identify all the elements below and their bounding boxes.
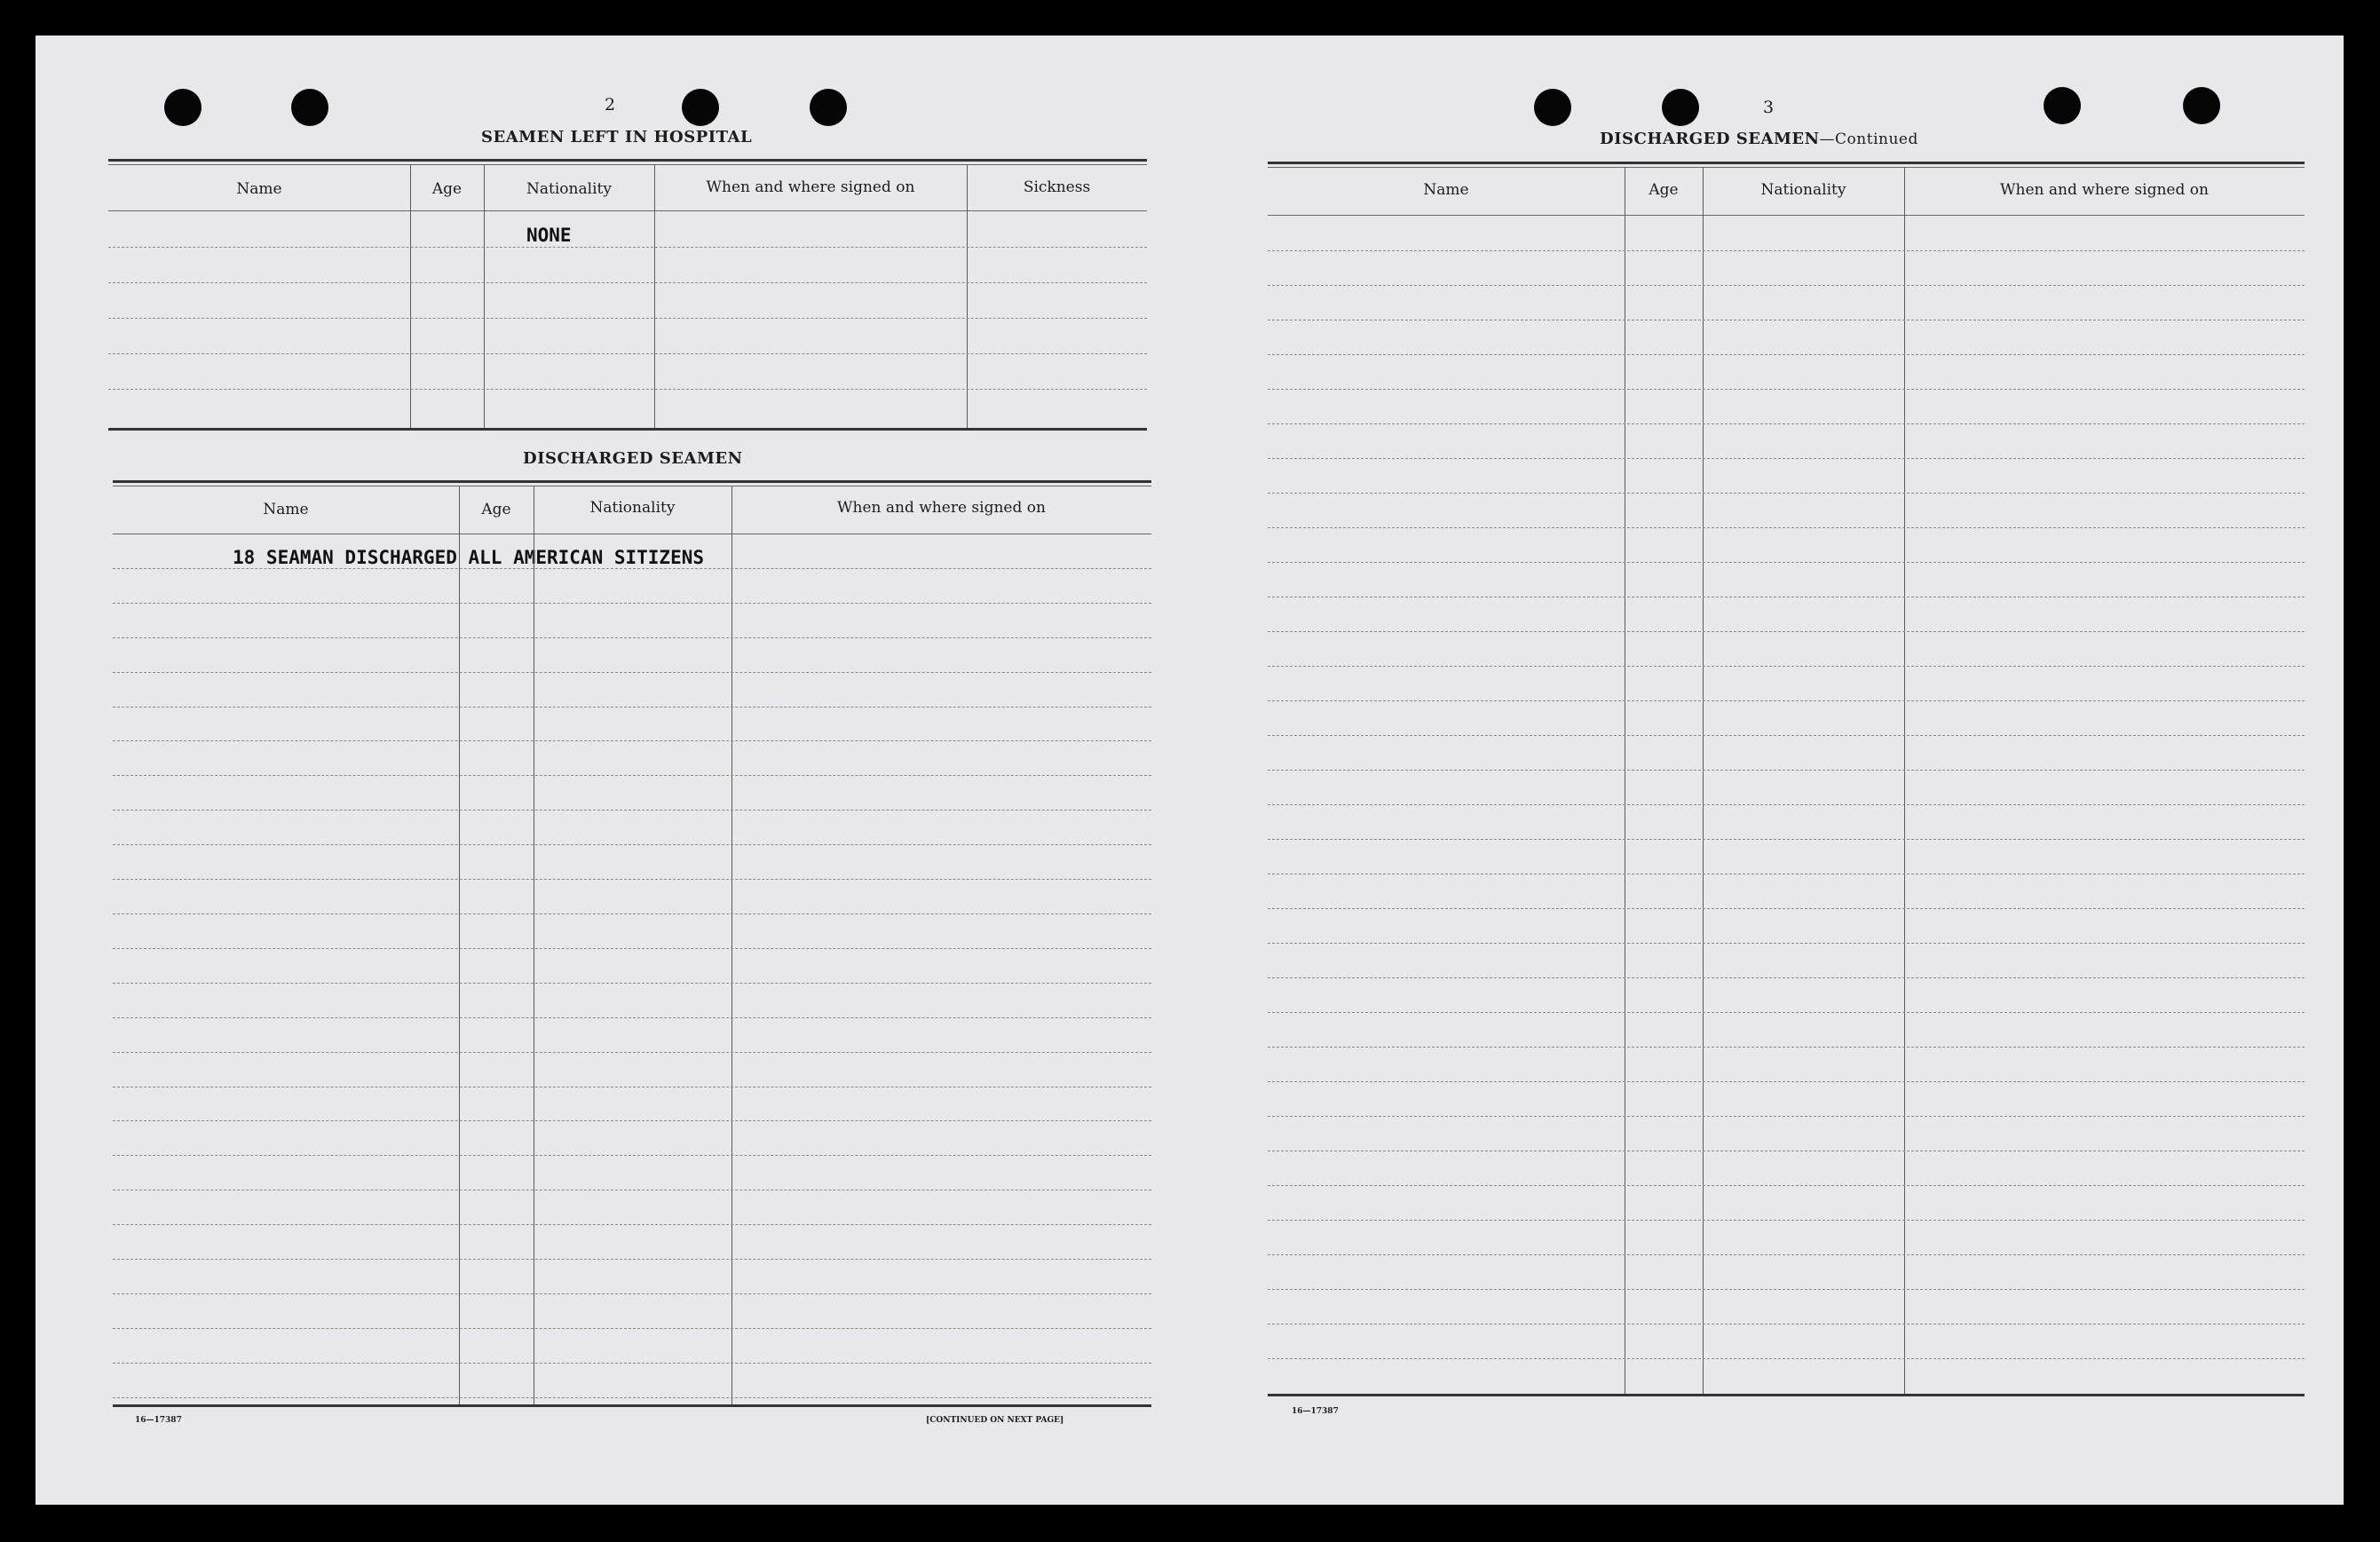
continued-note: [CONTINUED ON NEXT PAGE] [926,1416,1064,1425]
discharged-col-nationality: Nationality [589,499,676,517]
discharged-col-age: Age [481,501,511,518]
hospital-col-signed-on: When and where signed on [706,178,915,196]
row-rule [113,1293,1151,1294]
row-rule [1268,1289,2305,1290]
right-col-age: Age [1649,181,1679,199]
row-rule [1268,1116,2305,1117]
row-rule [1268,1081,2305,1082]
right-section-title [1600,130,1918,148]
row-rule [1268,423,2305,424]
row-rule [113,810,1151,811]
row-rule [113,740,1151,741]
discharged-col-name: Name [263,501,309,518]
hospital-table-top-rule [108,159,1147,162]
hospital-col-name: Name [236,180,282,198]
column-rule [1904,167,1905,1394]
row-rule [1268,1254,2305,1255]
discharged-entry: 18 SEAMAN DISCHARGED ALL AMERICAN SITIZENS [233,547,705,568]
row-rule [1268,1012,2305,1013]
right-col-signed-on: When and where signed on [2000,181,2209,199]
row-rule [113,775,1151,776]
row-rule [1268,354,2305,355]
row-rule [113,913,1151,914]
hospital-entry: NONE [526,225,572,246]
row-rule [1268,700,2305,701]
row-rule [1268,1358,2305,1359]
row-rule [1268,1324,2305,1325]
punch-hole [291,89,328,126]
page-number-right: 3 [1763,98,1775,117]
hospital-table-bottom-rule [108,428,1147,431]
row-rule [113,948,1151,949]
hospital-col-sickness: Sickness [1023,178,1091,196]
punch-hole [810,89,847,126]
row-rule [113,1120,1151,1121]
punch-hole [1534,89,1571,126]
row-rule [113,1224,1151,1225]
row-rule [113,672,1151,673]
row-rule [1268,562,2305,563]
row-rule [1268,389,2305,390]
punch-hole [1662,89,1699,126]
row-rule [1268,250,2305,251]
row-rule [113,637,1151,638]
row-rule [108,389,1147,390]
row-rule [1268,631,2305,632]
right-col-name: Name [1423,181,1469,199]
row-rule [113,879,1151,880]
hospital-col-age: Age [431,180,463,198]
punch-hole [2183,87,2220,124]
right-table-top-rule [1268,162,2305,164]
row-rule [113,1328,1151,1329]
row-rule [113,1259,1151,1260]
row-rule [1268,735,2305,736]
discharged-table-bottom-rule [113,1404,1151,1407]
row-rule [1268,908,2305,909]
page-number-left: 2 [605,95,616,115]
column-rule [731,486,732,1404]
punch-hole [682,89,719,126]
discharged-section-title: DISCHARGED SEAMEN [523,449,743,468]
row-rule [113,983,1151,984]
row-rule [113,707,1151,708]
row-rule [113,1017,1151,1018]
row-rule [1268,527,2305,528]
row-rule [1268,839,2305,840]
row-rule [108,318,1147,319]
row-rule [1268,666,2305,667]
row-rule [113,1052,1151,1053]
hospital-section-title: SEAMEN LEFT IN HOSPITAL [481,128,753,146]
right-section-title-suffix: —Continued [1819,130,1918,148]
row-rule [1268,1047,2305,1048]
row-rule [1268,804,2305,805]
discharged-col-signed-on: When and where signed on [837,499,1046,517]
right-table-bottom-rule [1268,1394,2305,1396]
row-rule [113,1155,1151,1156]
right-form-number: 16—17387 [1292,1407,1339,1416]
left-form-number: 16—17387 [135,1416,182,1425]
row-rule [1268,977,2305,978]
row-rule [108,247,1147,248]
row-rule [113,844,1151,845]
row-rule [1268,458,2305,459]
row-rule [113,568,1151,569]
punch-hole [2044,87,2081,124]
hospital-col-nationality: Nationality [526,180,612,198]
punch-hole [164,89,202,126]
row-rule [113,1397,1151,1398]
row-rule [108,282,1147,283]
right-col-nationality: Nationality [1760,181,1846,199]
row-rule [1268,1220,2305,1221]
document-sheet [36,36,2344,1505]
column-rule [1703,167,1704,1394]
row-rule [1268,770,2305,771]
right-section-title-text: DISCHARGED SEAMEN [1600,130,1820,148]
row-rule [1268,493,2305,494]
row-rule [113,1363,1151,1364]
row-rule [113,603,1151,604]
column-rule [459,486,460,1404]
row-rule [108,353,1147,354]
row-rule [1268,943,2305,944]
row-rule [1268,1185,2305,1186]
discharged-table-top-rule [113,480,1151,483]
row-rule [1268,285,2305,286]
